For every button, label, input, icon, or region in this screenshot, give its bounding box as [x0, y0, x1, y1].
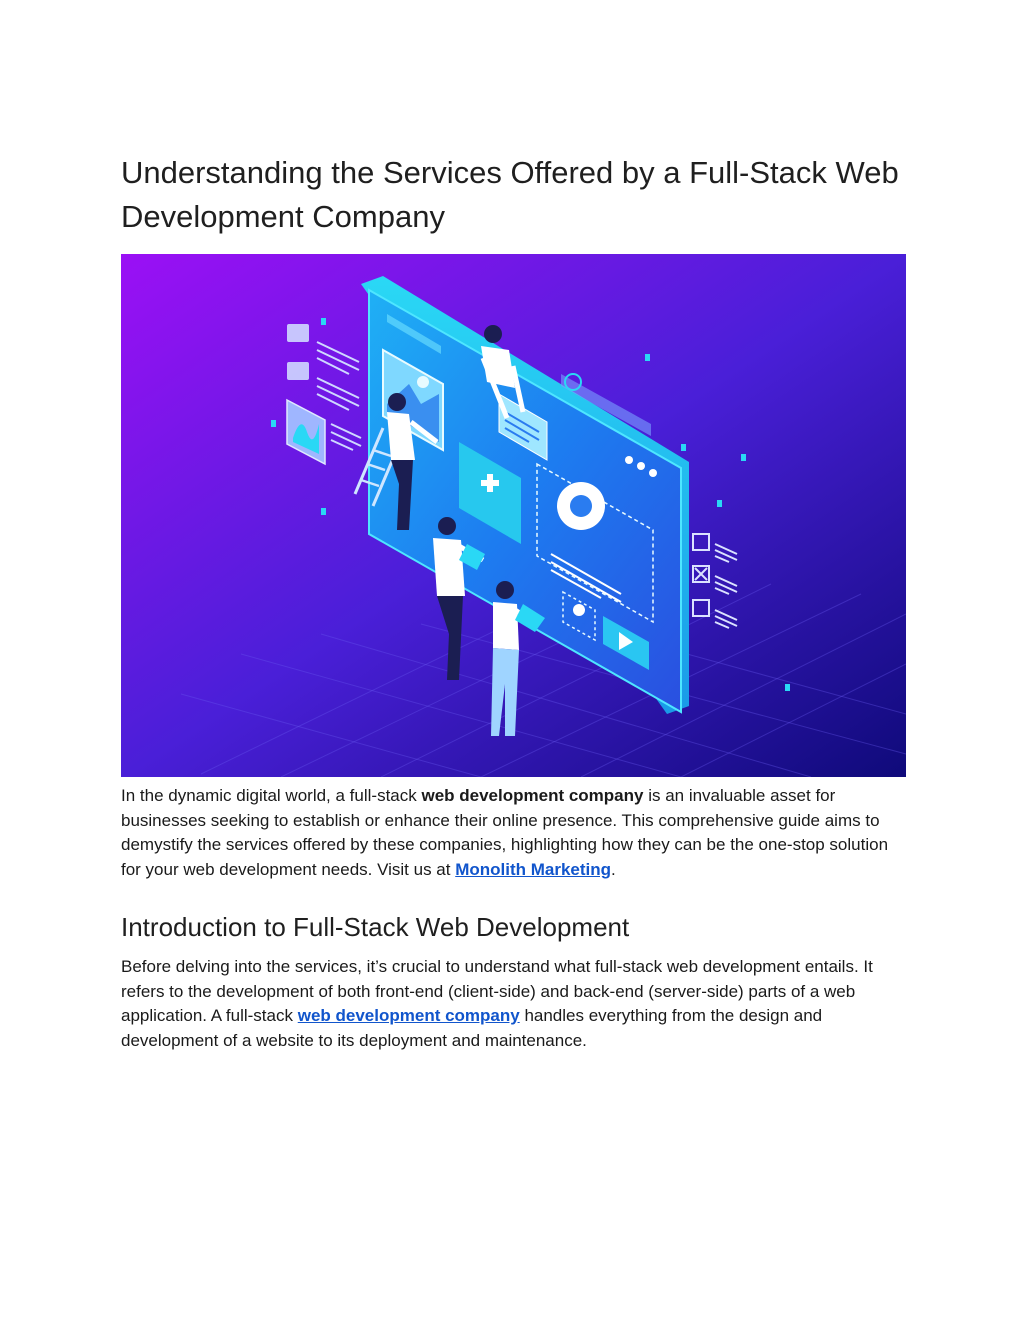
section-text-after: handles everything from the design and development of a website to its deployment and maintenance.	[121, 1006, 823, 1050]
intro-text-before: In the dynamic digital world, a full-stack	[121, 786, 422, 805]
hero-illustration	[121, 254, 906, 777]
intro-text-after: .	[611, 859, 616, 879]
section-heading: Introduction to Full-Stack Web Development	[121, 912, 630, 942]
monolith-marketing-link[interactable]: Monolith Marketing	[455, 859, 612, 879]
intro-text-middle: is an invaluable asset for businesses seeking to establish or enhance their online presence. This comprehensive guide aims to demystify the services offered by these companies, highlighting how they can be the one-stop solution for your web development needs. Visit us at	[121, 786, 889, 879]
web-development-company-link[interactable]: web development company	[297, 1006, 520, 1025]
page-title: Understanding the Services Offered by a Full-Stack Web Development Company	[121, 155, 899, 234]
intro-paragraph	[121, 784, 906, 882]
intro-bold-keyword: web development company	[421, 786, 644, 805]
section-text-before: Before delving into the services, it’s crucial to understand what full-stack web development entails. It refers to the development of both front-end (client-side) and back-end (server-side) parts of a web application. A full-stack	[121, 957, 873, 1025]
section-paragraph	[121, 955, 906, 1053]
